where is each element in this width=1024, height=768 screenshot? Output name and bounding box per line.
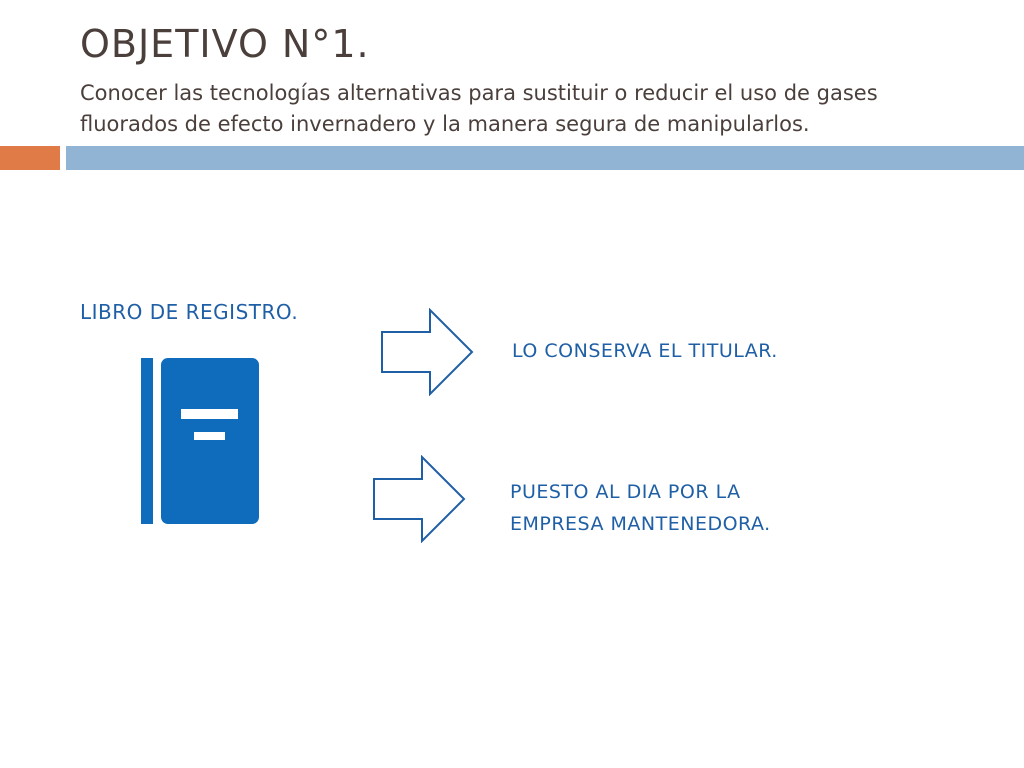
accent-bar-blue [66,146,1024,170]
item-empresa-mantenedora: PUESTO AL DIA POR LA EMPRESA MANTENEDORA. [510,481,771,535]
arrow-right-icon [372,455,468,543]
main-label: LIBRO DE REGISTRO. [80,300,299,324]
slide-subtitle: Conocer las tecnologías alternativas para sustituir o reducir el uso de gases fluorados de efecto invernadero y la manera segura de manipularlos. [80,81,878,136]
arrow-right-icon [380,308,476,396]
book-icon [141,358,259,524]
accent-bar-orange [0,146,60,170]
item-conserva-titular: LO CONSERVA EL TITULAR. [512,340,778,362]
slide-title: OBJETIVO N°1. [80,22,370,66]
